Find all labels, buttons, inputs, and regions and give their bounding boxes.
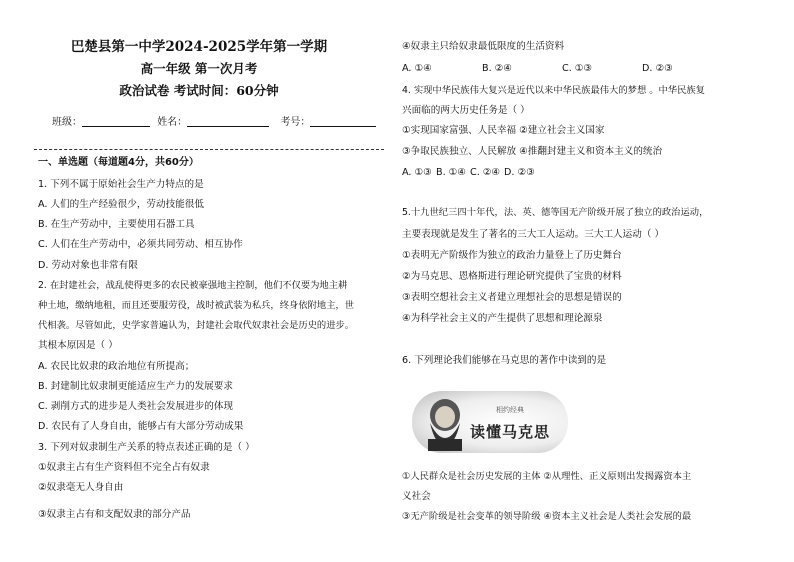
left-line: D. 农民有了人身自由，能够占有大部分劳动成果 [38, 421, 244, 432]
option-c[interactable]: C. ①③ [562, 63, 592, 74]
left-line: 1. 下列不属于原始社会生产力特点的是 [38, 179, 204, 190]
option-d[interactable]: D. ②③ [504, 167, 535, 178]
left-line: ③奴隶主占有和支配奴隶的部分产品 [38, 509, 191, 520]
name-label: 姓名： [157, 117, 188, 128]
option-c[interactable]: C. ②④ [470, 167, 500, 178]
option-b[interactable]: B. ②④ [482, 63, 512, 74]
right-line: ①表明无产阶级作为独立的政治力量登上了历史舞台 [402, 250, 622, 261]
right-line: 5.十九世纪三四十年代，法、英、德等国无产阶级开展了独立的政治运动， [402, 207, 709, 218]
class-label: 班级： [52, 117, 82, 128]
right-line: ②为马克思、恩格斯进行理论研究提供了宝贵的材料 [402, 271, 622, 282]
option-a[interactable]: A. ①④ [402, 63, 432, 74]
left-line: D. 劳动对象也非常有限 [38, 260, 138, 271]
right-line: ④奴隶主只给奴隶最低限度的生活资料 [402, 41, 565, 52]
marx-banner-image [412, 391, 568, 453]
right-line: 6. 下列理论我们能够在马克思的著作中读到的是 [402, 355, 607, 366]
student-info-row [52, 116, 376, 130]
option-b[interactable]: B. ①④ [436, 167, 466, 178]
exam-subject-title: 政治试卷 考试时间：60分钟 [119, 83, 279, 98]
header-divider [34, 149, 384, 150]
id-field[interactable] [310, 116, 376, 127]
class-field[interactable] [82, 116, 150, 127]
right-line: ①实现国家富强、人民幸福 ②建立社会主义国家 [402, 125, 605, 136]
right-line: ③无产阶级是社会变革的领导阶级 ④资本主义社会是人类社会发展的最 [402, 511, 692, 522]
marx-portrait-icon [420, 395, 470, 451]
left-line: ①奴隶主占有生产资料但不完全占有奴隶 [38, 462, 210, 473]
left-line: B. 在生产劳动中，主要使用石器工具 [38, 219, 195, 230]
left-line: 3. 下列对奴隶制生产关系的特点表述正确的是（ ） [38, 442, 255, 453]
id-label: 考号： [280, 117, 311, 128]
right-line: 主要表现就是发生了著名的三大工人运动。三大工人运动（ ） [402, 229, 665, 240]
right-line: ①人民群众是社会历史发展的主体 ②从理性、正义原则出发揭露资本主 [402, 471, 692, 482]
left-line: A. 农民比奴隶的政治地位有所提高； [38, 361, 195, 372]
right-line: ④为科学社会主义的产生提供了思想和理论源泉 [402, 313, 603, 324]
name-field[interactable] [187, 116, 269, 127]
left-line: A. 人们的生产经验很少，劳动技能很低 [38, 199, 204, 210]
right-line: ③争取民族独立、人民解放 ④推翻封建主义和资本主义的统治 [402, 146, 663, 157]
left-line: 种土地，缴纳地租，而且还要服劳役，战时被武装为私兵，终身依附地主，世 [38, 300, 355, 311]
section-title: 一、单选题（每道题4分，共60分） [38, 157, 199, 168]
left-line: ②奴隶毫无人身自由 [38, 482, 124, 493]
option-a[interactable]: A. ①③ [402, 167, 432, 178]
q4-options [402, 166, 535, 180]
q3-options [402, 62, 673, 76]
exam-grade-title: 高一年级 第一次月考 [140, 61, 258, 76]
banner-subtitle: 相约经典 [496, 406, 524, 414]
left-line: 代相袭。尽管如此，史学家普遍认为，封建社会取代奴隶社会是历史的进步。 [38, 320, 355, 331]
left-line: C. 剥削方式的进步是人类社会发展进步的体现 [38, 401, 234, 412]
exam-school-title: 巴楚县第一中学2024-2025学年第一学期 [70, 39, 328, 55]
right-line: 兴面临的两大历史任务是（ ） [402, 105, 530, 116]
right-line: ③表明空想社会主义者建立理想社会的思想是错误的 [402, 292, 622, 303]
right-line: 4. 实现中华民族伟大复兴是近代以来中华民族最伟大的梦想 。中华民族复 [402, 85, 705, 96]
left-line: C. 人们在生产劳动中，必须共同劳动、相互协作 [38, 239, 243, 250]
option-d[interactable]: D. ②③ [642, 63, 673, 74]
left-line: B. 封建制比奴隶制更能适应生产力的发展要求 [38, 381, 233, 392]
banner-title: 读懂马克思 [470, 423, 551, 441]
right-line: 义社会 [402, 491, 431, 502]
left-line: 2. 在封建社会，战乱使得更多的农民被豪强地主控制，他们不仅要为地主耕 [38, 280, 348, 291]
left-line: 其根本原因是（ ） [38, 340, 118, 351]
